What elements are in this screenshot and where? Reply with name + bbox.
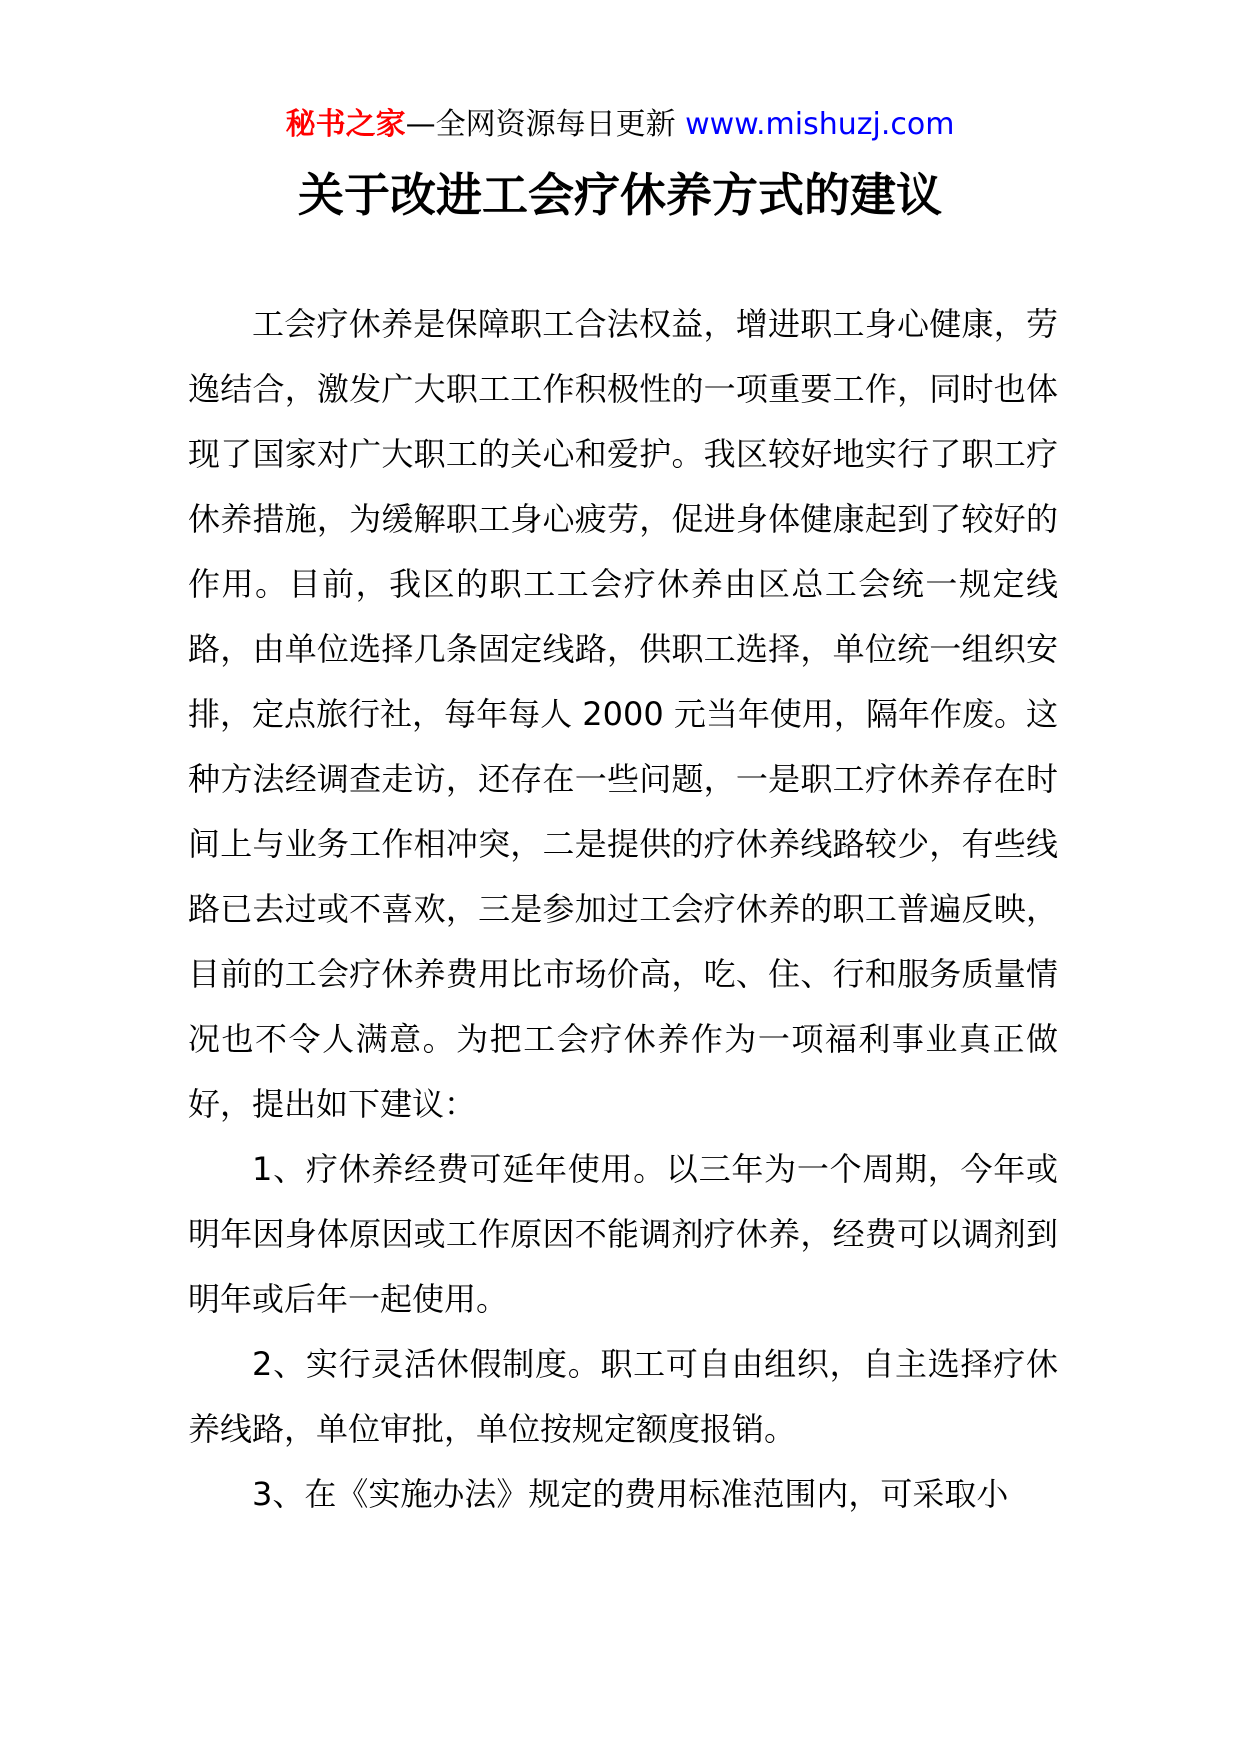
header-slogan: —全网资源每日更新 xyxy=(405,107,686,142)
body-paragraph-suggestion-2: 2、实行灵活休假制度。职工可自由组织，自主选择疗休养线路，单位审批，单位按规定额度报销。 xyxy=(188,1345,1058,1448)
document-title: 关于改进工会疗休养方式的建议 xyxy=(298,168,942,222)
site-url-link[interactable]: www.mishuzj.com xyxy=(685,107,955,142)
body-paragraph-suggestion-1: 1、疗休养经费可延年使用。以三年为一个周期，今年或明年因身体原因或工作原因不能调剂疗休养，经费可以调剂到明年或后年一起使用。 xyxy=(188,1150,1058,1318)
brand-name: 秘书之家 xyxy=(285,107,406,142)
document-body xyxy=(188,292,1058,1527)
body-paragraph-intro: 工会疗休养是保障职工合法权益，增进职工身心健康，劳逸结合，激发广大职工工作积极性的一项重要工作，同时也体现了国家对广大职工的关心和爱护。我区较好地实行了职工疗休养措施，为缓解职工身心疲劳，促进身体健康起到了较好的作用。目前，我区的职工工会疗休养由区总工会统一规定线路，由单位选择几条固定线路，供职工选择，单位统一组织安排，定点旅行社，每年每人 2000 元当年使用，隔年作废。这种方法经调查走访，还存在一些问题，一是职工疗休养存在时间上与业务工作相冲突，二是提供的疗休养线路较少，有些线路已去过或不喜欢，三是参加过工会疗休养的职工普遍反映，目前的工会疗休养费用比市场价高，吃、住、行和服务质量情况也不令人满意。为把工会疗休养作为一项福利事业真正做好，提出如下建议： xyxy=(188,305,1058,1123)
body-paragraph-suggestion-3: 3、在《实施办法》规定的费用标准范围内，可采取小 xyxy=(252,1475,1009,1513)
site-header xyxy=(0,100,1240,150)
